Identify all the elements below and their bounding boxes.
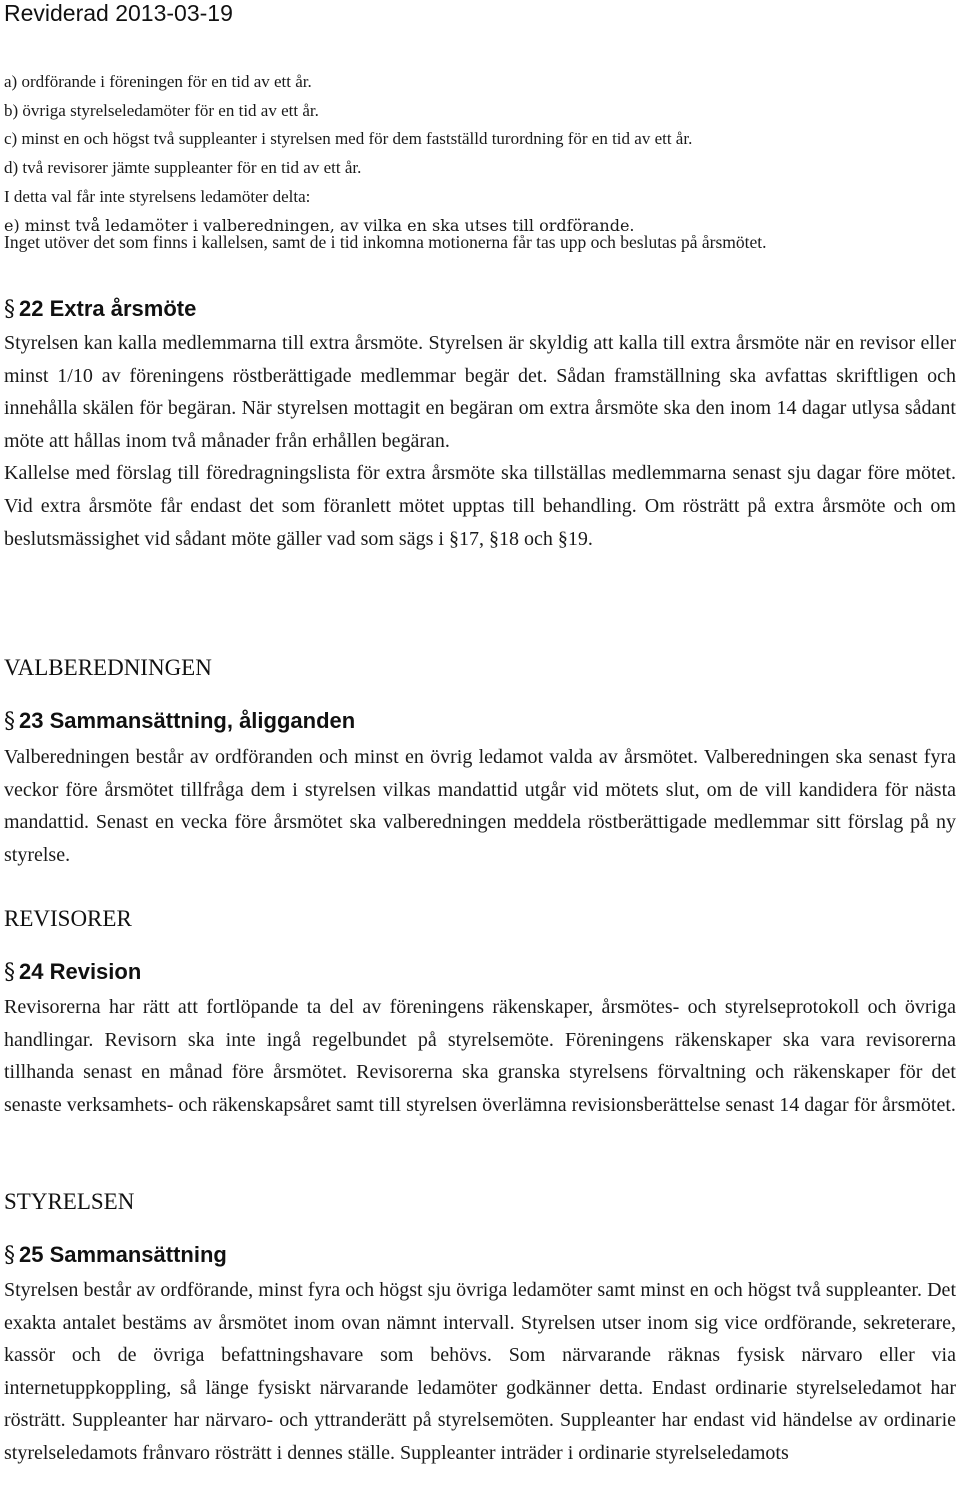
section-22-paragraph-1: Styrelsen kan kalla medlemmarna till extra årsmöte. Styrelsen är skyldig att kalla till extra årsmöte när en revisor eller minst 1/10 av föreningens röstberättigade medlemmar begär det. Sådan framställning ska avfattas skriftligen och innehålla skälen för begäran. När styrelsen mottagit en begäran om extra årsmöte ska den inom 14 dagar utlysa sådant möte att hållas inom två månader från erhållen begäran.	[4, 332, 956, 452]
section-22-paragraph-2	[4, 457, 956, 555]
section-24-heading	[4, 959, 141, 985]
text-fragment: Kallelse med förslag till föredragningslista för extra årsmöte ska tillställas medlemmarna senast sju dagar före mötet. Vid extra årsmöte får endast det som föranlett mötet upptas till behandling. Om rösträtt på extra årsmöte och om beslutsmässighet vid sådant möte gäller vad som sägs i	[4, 462, 956, 550]
section-25-title: 25 Sammansättning	[19, 1242, 227, 1267]
revision-date: Reviderad 2013-03-19	[4, 0, 233, 26]
section-22-heading	[4, 296, 196, 322]
text-fragment: 18 och	[498, 527, 558, 550]
section-22-body	[4, 327, 956, 555]
list-item: b) övriga styrelseledamöter för en tid av ett år.	[4, 100, 319, 120]
section-25-heading	[4, 1242, 227, 1268]
section-24-paragraph-1: Revisorerna har rätt att fortlöpande ta del av föreningens räkenskaper, årsmötes- och styrelseprotokoll och övriga handlingar. Revisorn ska inte ingå regelbundet på styrelsemöte. Föreningens räkenskaper ska vara revisorerna tillhanda senast en månad före årsmötet. Revisorerna ska granska styrelsens förvaltning och räkenskaper för det senaste verksamhets- och räkenskapsåret samt till styrelsen överlämna revisionsberättelse senast 14 dagar för årsmötet.	[4, 996, 956, 1116]
section-23-body	[4, 741, 956, 871]
section-sign: §	[4, 960, 15, 985]
section-23-title: 23 Sammansättning, åligganden	[19, 708, 356, 733]
list-item: I detta val får inte styrelsens ledamöter delta:	[4, 186, 311, 206]
text-fragment: 19.	[567, 527, 593, 550]
list-item: a) ordförande i föreningen för en tid av ett år.	[4, 72, 312, 91]
section-sign: §	[4, 297, 15, 322]
section-sign: §	[557, 527, 568, 550]
section-sign: §	[488, 527, 499, 550]
section-24-title: 24 Revision	[19, 959, 142, 984]
section-23-heading	[4, 708, 355, 734]
section-24-body	[4, 991, 956, 1121]
agenda-note: Inget utöver det som finns i kallelsen, samt de i tid inkomna motionerna får tas upp och beslutas på årsmötet.	[4, 232, 767, 252]
text-fragment: 17,	[458, 527, 489, 550]
section-22-title: 22 Extra årsmöte	[19, 296, 197, 321]
list-item: e) minst två ledamöter i valberedningen, av vilka en ska utses till ordförande.	[4, 215, 635, 235]
chapter-heading-valberedningen: VALBEREDNINGEN	[4, 655, 212, 680]
section-25-paragraph-1: Styrelsen består av ordförande, minst fyra och högst sju övriga ledamöter samt minst en och högst två suppleanter. Det exakta antalet bestäms av årsmötet inom ovan nämnt intervall. Styrelsen utser inom sig vice ordförande, sekreterare, kassör och de övriga befattningshavare som behövs. Som närvarande räknas fysisk närvaro eller via internetuppkoppling, så länge fysiskt närvarande ledamöter godkänner detta. Endast ordinarie styrelseledamot har rösträtt. Suppleanter har närvaro- och yttranderätt på styrelsemöten. Suppleanter har endast vid händelse av ordinarie styrelseledamots frånvaro rösträtt i dennes ställe. Suppleanter inträder i ordinarie styrelseledamots	[4, 1279, 956, 1464]
section-sign: §	[4, 1243, 15, 1268]
section-sign: §	[448, 527, 459, 550]
chapter-heading-styrelsen: STYRELSEN	[4, 1189, 135, 1214]
list-item: c) minst en och högst två suppleanter i styrelsen med för dem fastställd turordning för en tid av ett år.	[4, 129, 693, 149]
list-item: d) två revisorer jämte suppleanter för en tid av ett år.	[4, 158, 362, 178]
chapter-heading-revisorer: REVISORER	[4, 906, 132, 931]
section-25-body	[4, 1274, 956, 1470]
election-list	[4, 68, 956, 240]
section-sign: §	[4, 709, 15, 734]
section-23-paragraph-1: Valberedningen består av ordföranden och minst en övrig ledamot valda av årsmötet. Valberedningen ska senast fyra veckor före årsmötet tillfråga dem i styrelsen vilkas mandattid utgår vid mötets slut, om de vill kandidera för nästa mandattid. Senast en vecka före årsmötet ska valberedningen meddela röstberättigade medlemmar sitt förslag på ny styrelse.	[4, 746, 956, 866]
